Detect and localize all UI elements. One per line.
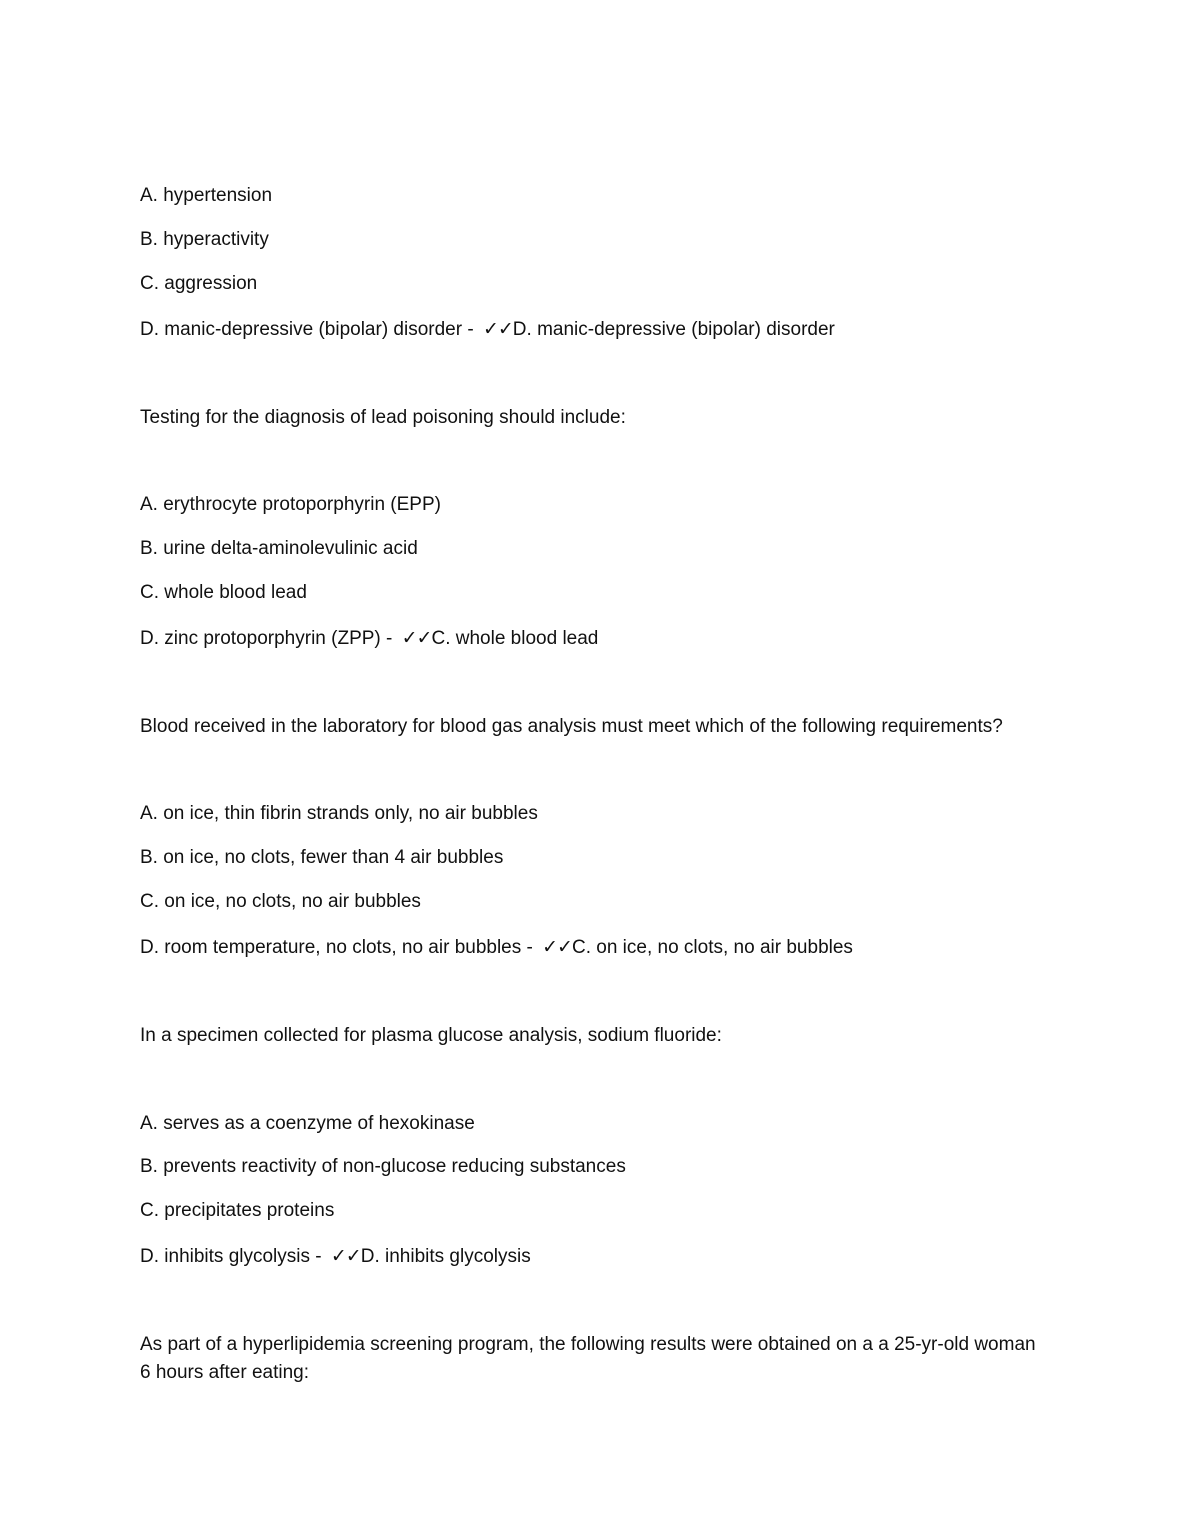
q1-option-d: D. zinc protoporphyrin (ZPP) - bbox=[140, 628, 393, 649]
q1-option-d-with-answer bbox=[140, 625, 598, 653]
q0-option-c: C. aggression bbox=[140, 273, 258, 294]
q2-option-d: D. room temperature, no clots, no air bubbles - bbox=[140, 937, 533, 958]
q3-question: In a specimen collected for plasma glucose analysis, sodium fluoride: bbox=[140, 1025, 722, 1046]
q0-answer: D. manic-depressive (bipolar) disorder bbox=[512, 319, 835, 340]
q0-option-b: B. hyperactivity bbox=[140, 229, 269, 250]
q2-option-a: A. on ice, thin fibrin strands only, no air bubbles bbox=[140, 803, 538, 824]
q3-option-a: A. serves as a coenzyme of hexokinase bbox=[140, 1113, 475, 1134]
checkmark-icon: ✓✓ bbox=[542, 937, 572, 958]
q1-question: Testing for the diagnosis of lead poisoning should include: bbox=[140, 407, 626, 428]
q3-option-d-with-answer bbox=[140, 1243, 531, 1271]
q1-option-c: C. whole blood lead bbox=[140, 582, 307, 603]
q2-answer: C. on ice, no clots, no air bubbles bbox=[571, 937, 853, 958]
q1-answer: C. whole blood lead bbox=[431, 628, 599, 649]
q0-option-a: A. hypertension bbox=[140, 185, 273, 206]
q0-option-d: D. manic-depressive (bipolar) disorder - bbox=[140, 319, 474, 340]
checkmark-icon: ✓✓ bbox=[330, 1246, 361, 1267]
q1-option-a: A. erythrocyte protoporphyrin (EPP) bbox=[140, 494, 441, 515]
checkmark-icon: ✓✓ bbox=[482, 319, 513, 340]
q3-option-b: B. prevents reactivity of non-glucose reducing substances bbox=[140, 1156, 626, 1177]
checkmark-icon: ✓✓ bbox=[401, 628, 432, 649]
q3-option-d: D. inhibits glycolysis - bbox=[140, 1246, 322, 1267]
q2-option-c: C. on ice, no clots, no air bubbles bbox=[140, 891, 421, 912]
q2-option-b: B. on ice, no clots, fewer than 4 air bubbles bbox=[140, 847, 504, 868]
q2-option-d-with-answer bbox=[140, 934, 853, 962]
q0-option-d-with-answer bbox=[140, 316, 835, 344]
q4-question: As part of a hyperlipidemia screening program, the following results were obtained on a a 25-yr-old woman 6 hours after eating: bbox=[140, 1334, 1036, 1383]
q2-question: Blood received in the laboratory for blood gas analysis must meet which of the following requirements? bbox=[140, 716, 1003, 737]
q3-answer: D. inhibits glycolysis bbox=[360, 1246, 531, 1267]
q3-option-c: C. precipitates proteins bbox=[140, 1200, 335, 1221]
q1-option-b: B. urine delta-aminolevulinic acid bbox=[140, 538, 418, 559]
